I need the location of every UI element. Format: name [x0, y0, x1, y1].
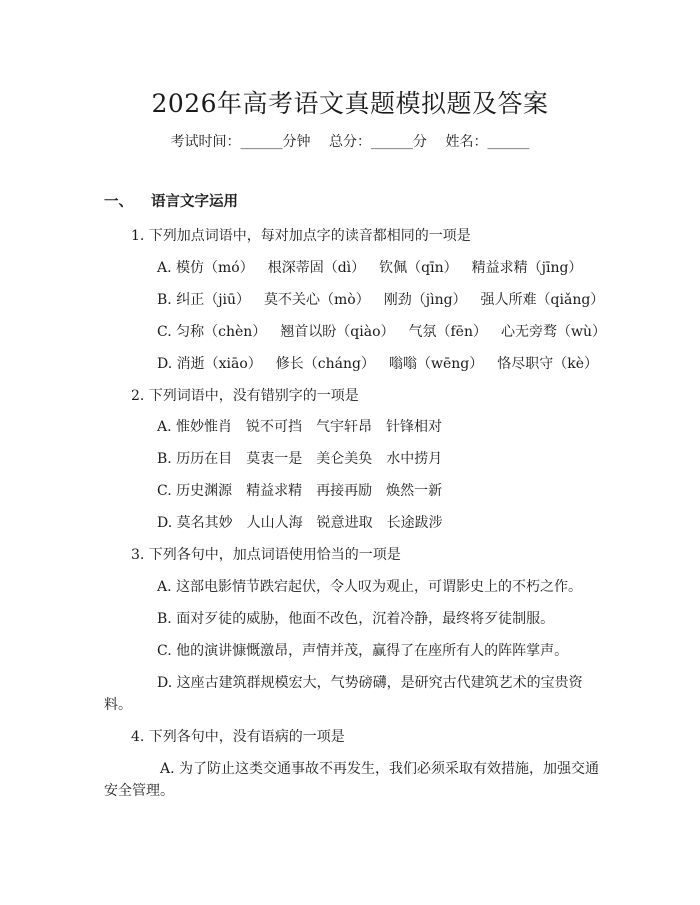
exam-meta-row [0, 131, 700, 151]
option-term: 根深蒂固（dì） [267, 260, 366, 276]
question-4-stem: 4. 下列各句中，没有语病的一项是 [131, 729, 345, 745]
question-2-stem: 2. 下列词语中，没有错别字的一项是 [131, 388, 359, 404]
q4-option-a-line1: A. 为了防止这类交通事故不再发生，我们必须采取有效措施，加强交通 [160, 761, 600, 777]
option-term: C. 历史渊源 [157, 483, 233, 499]
option-term: 强人所难（qiǎng） [480, 292, 605, 308]
option-term: 嗡嗡（wēng） [388, 356, 484, 372]
option-term: 钦佩（qīn） [379, 260, 458, 276]
option-term: 针锋相对 [386, 419, 443, 435]
option-term: 气氛（fēn） [408, 324, 487, 340]
option-term: 锐意进取 [316, 515, 373, 531]
option-term: 长途跋涉 [386, 515, 443, 531]
option-term: D. 莫名其妙 [157, 515, 233, 531]
page-title: 2026年高考语文真题模拟题及答案 [151, 89, 549, 118]
q3-option-d-line2: 料。 [104, 697, 132, 713]
option-term: 修长（cháng） [275, 356, 375, 372]
q2-option-b [157, 448, 442, 468]
q1-option-a [157, 257, 582, 277]
total-score-field: 总分：______分 [329, 134, 427, 150]
q4-option-a-line2: 安全管理。 [104, 783, 174, 799]
question-1-stem: 1. 下列加点词语中，每对加点字的读音都相同的一项是 [131, 228, 471, 244]
name-field: 姓名：______ [445, 134, 530, 150]
option-term: 人山人海 [246, 515, 303, 531]
section-heading [104, 190, 238, 211]
section-number: 一、 [104, 194, 133, 210]
exam-time-field: 考试时间：______分钟 [170, 134, 311, 150]
option-term: 恪尽职守（kè） [497, 356, 598, 372]
option-term: 莫衷一是 [246, 451, 303, 467]
q2-option-a [157, 416, 442, 436]
option-term: 心无旁骛（wù） [500, 324, 606, 340]
q3-option-b: B. 面对歹徒的威胁，他面不改色，沉着冷静，最终将歹徒制服。 [157, 611, 555, 627]
option-term: 精益求精（jīng） [471, 260, 583, 276]
option-term: A. 模仿（mó） [157, 260, 254, 276]
section-title: 语言文字运用 [151, 194, 238, 210]
q2-option-d [157, 512, 443, 532]
option-term: 精益求精 [246, 483, 303, 499]
q1-option-d [157, 353, 598, 373]
option-term: B. 纠正（jiū） [157, 292, 251, 308]
option-term: 焕然一新 [386, 483, 443, 499]
option-term: C. 匀称（chèn） [157, 324, 267, 340]
q1-option-c [157, 321, 606, 341]
option-term: B. 历历在目 [157, 451, 233, 467]
q3-option-a: A. 这部电影情节跌宕起伏，令人叹为观止，可谓影史上的不朽之作。 [157, 579, 583, 595]
q2-option-c [157, 480, 442, 500]
option-term: 锐不可挡 [246, 419, 303, 435]
q3-option-d-line1: D. 这座古建筑群规模宏大，气势磅礴，是研究古代建筑艺术的宝贵资 [157, 675, 583, 691]
option-term: A. 惟妙惟肖 [157, 419, 233, 435]
q3-option-c: C. 他的演讲慷慨激昂，声情并茂，赢得了在座所有人的阵阵掌声。 [157, 643, 569, 659]
q1-option-b [157, 289, 604, 309]
option-term: 气宇轩昂 [316, 419, 373, 435]
option-term: D. 消逝（xiāo） [157, 356, 262, 372]
option-term: 水中捞月 [386, 451, 443, 467]
option-term: 美仑美奂 [316, 451, 373, 467]
option-term: 莫不关心（mò） [264, 292, 370, 308]
question-3-stem: 3. 下列各句中，加点词语使用恰当的一项是 [131, 547, 401, 563]
option-term: 刚劲（jìng） [383, 292, 467, 308]
option-term: 翘首以盼（qiào） [280, 324, 395, 340]
option-term: 再接再励 [316, 483, 373, 499]
